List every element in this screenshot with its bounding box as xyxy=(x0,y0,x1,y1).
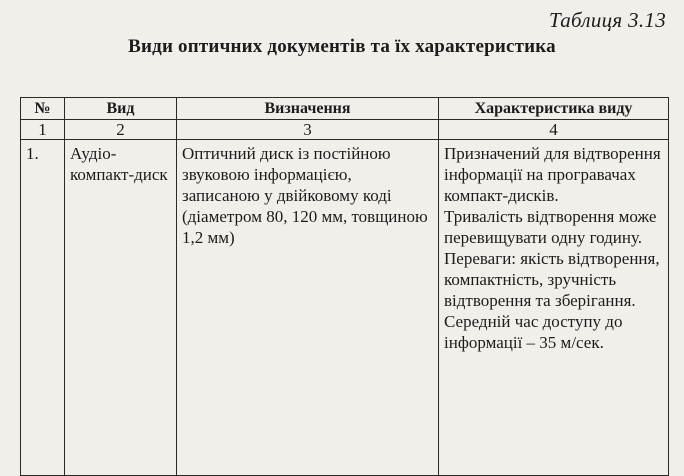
optical-documents-table xyxy=(20,97,669,476)
table-caption: Таблиця 3.13 xyxy=(549,8,666,32)
characteristic-purpose: Призначений для відтворення інформації на програвачах компакт-дисків. xyxy=(444,144,661,205)
header-kind: Вид xyxy=(65,98,177,120)
table-header-row xyxy=(21,98,669,120)
characteristic-cell xyxy=(439,140,669,476)
header-characteristic: Характеристика виду xyxy=(439,98,669,120)
characteristic-advantages: Переваги: якість відтворення, компактність, зручність відтворення та зберігання. Середній час доступу до інформації – 35 м/сек. xyxy=(444,249,660,352)
column-number: 3 xyxy=(177,120,439,140)
characteristic-duration: Тривалість відтворення може перевищувати одну годину. xyxy=(444,207,657,247)
column-number-row xyxy=(21,120,669,140)
column-number: 4 xyxy=(439,120,669,140)
header-definition: Визначення xyxy=(177,98,439,120)
kind-cell: Аудіо-компакт-диск xyxy=(65,140,177,476)
definition-cell: Оптичний диск із постійною звуковою інформацією, записаною у двійковому коді (діаметром 80, 120 мм, товщиною 1,2 мм) xyxy=(177,140,439,476)
column-number: 2 xyxy=(65,120,177,140)
table-row xyxy=(21,140,669,476)
column-number: 1 xyxy=(21,120,65,140)
header-number: № xyxy=(21,98,65,120)
table-title: Види оптичних документів та їх характеристика xyxy=(128,36,556,57)
row-number-cell: 1. xyxy=(21,140,65,476)
